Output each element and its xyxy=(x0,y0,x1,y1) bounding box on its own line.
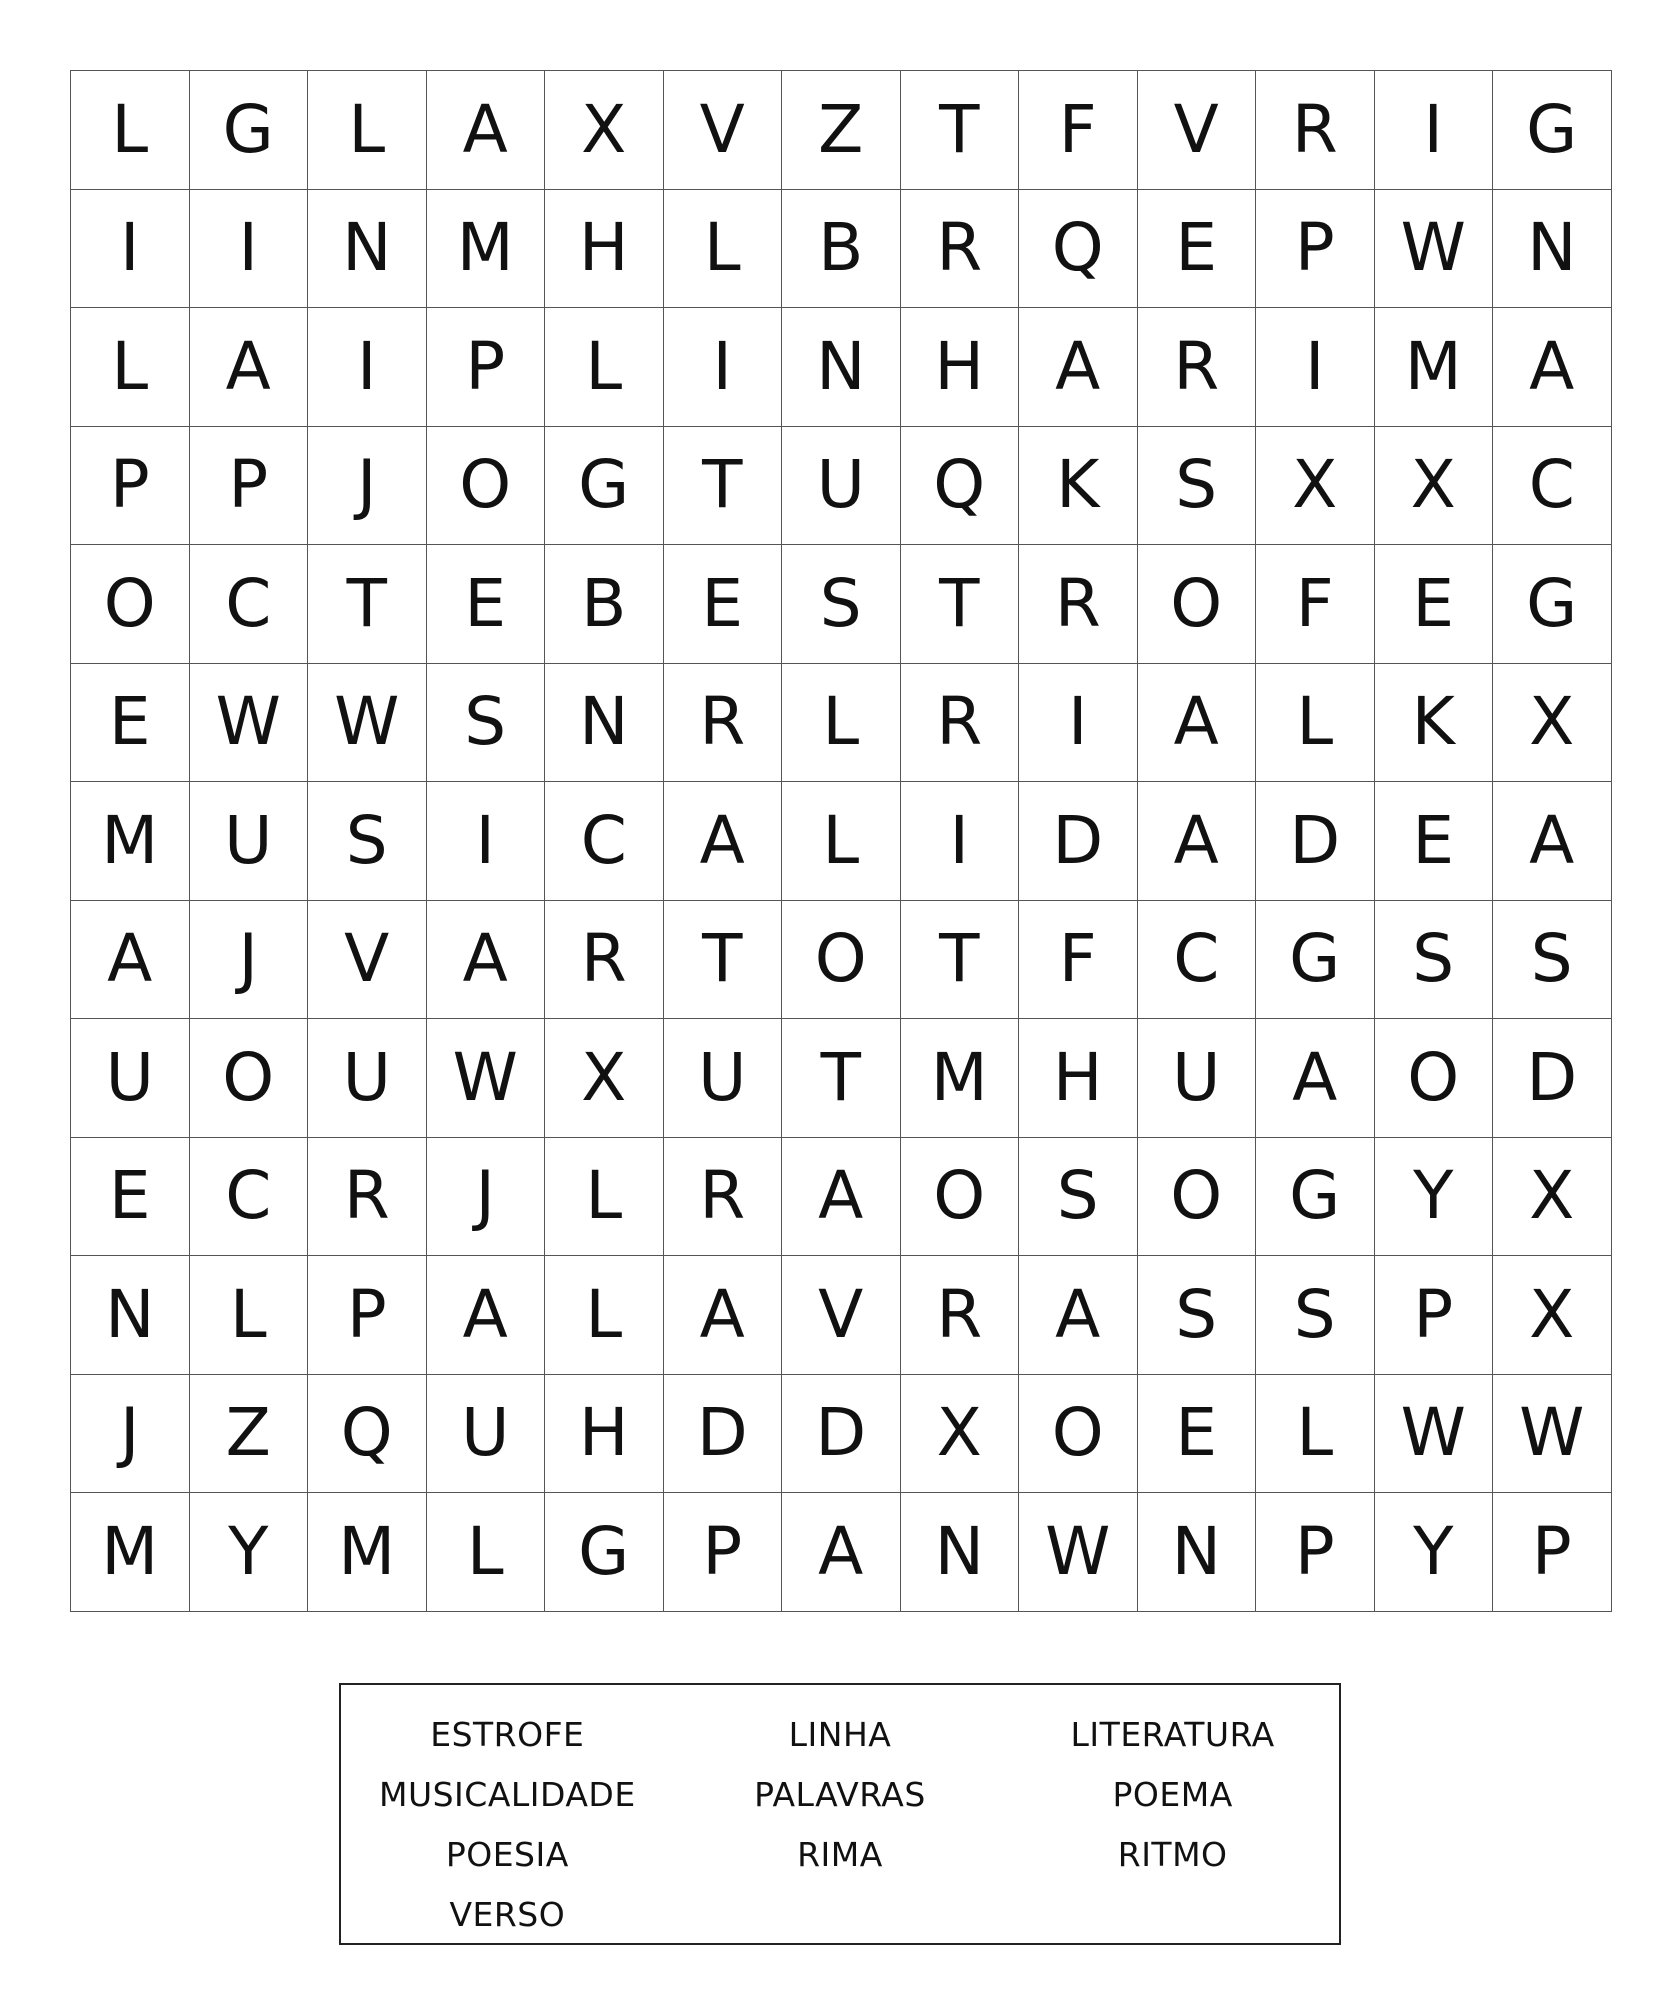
grid-cell-r12-c10[interactable]: P xyxy=(1256,1493,1375,1612)
grid-cell-r9-c10[interactable]: G xyxy=(1256,1138,1375,1257)
grid-cell-r12-c8[interactable]: W xyxy=(1019,1493,1138,1612)
grid-cell-r3-c7[interactable]: Q xyxy=(901,427,1020,546)
grid-cell-r8-c3[interactable]: W xyxy=(427,1019,546,1138)
grid-cell-r3-c3[interactable]: O xyxy=(427,427,546,546)
grid-cell-r11-c4[interactable]: H xyxy=(545,1375,664,1494)
grid-cell-r12-c9[interactable]: N xyxy=(1138,1493,1257,1612)
grid-cell-r0-c12[interactable]: G xyxy=(1493,71,1612,190)
grid-cell-r10-c11[interactable]: P xyxy=(1375,1256,1494,1375)
grid-cell-r2-c6[interactable]: N xyxy=(782,308,901,427)
grid-cell-r2-c12[interactable]: A xyxy=(1493,308,1612,427)
grid-cell-r4-c12[interactable]: G xyxy=(1493,545,1612,664)
grid-cell-r1-c10[interactable]: P xyxy=(1256,190,1375,309)
grid-cell-r0-c6[interactable]: Z xyxy=(782,71,901,190)
grid-cell-r5-c8[interactable]: I xyxy=(1019,664,1138,783)
grid-cell-r4-c9[interactable]: O xyxy=(1138,545,1257,664)
grid-cell-r10-c10[interactable]: S xyxy=(1256,1256,1375,1375)
grid-cell-r7-c12[interactable]: S xyxy=(1493,901,1612,1020)
grid-cell-r4-c4[interactable]: B xyxy=(545,545,664,664)
grid-cell-r0-c9[interactable]: V xyxy=(1138,71,1257,190)
grid-cell-r4-c5[interactable]: E xyxy=(664,545,783,664)
grid-cell-r12-c1[interactable]: Y xyxy=(190,1493,309,1612)
word-list-item: LITERATURA xyxy=(1070,1715,1275,1754)
grid-cell-r3-c0[interactable]: P xyxy=(71,427,190,546)
grid-cell-r8-c9[interactable]: U xyxy=(1138,1019,1257,1138)
word-list-box xyxy=(339,1683,1341,1945)
grid-cell-r3-c10[interactable]: X xyxy=(1256,427,1375,546)
word-list-item: RIMA xyxy=(797,1835,883,1874)
grid-cell-r0-c4[interactable]: X xyxy=(545,71,664,190)
grid-cell-r7-c7[interactable]: T xyxy=(901,901,1020,1020)
grid-cell-r0-c7[interactable]: T xyxy=(901,71,1020,190)
grid-cell-r8-c7[interactable]: M xyxy=(901,1019,1020,1138)
grid-cell-r10-c7[interactable]: R xyxy=(901,1256,1020,1375)
grid-cell-r9-c2[interactable]: R xyxy=(308,1138,427,1257)
grid-cell-r12-c12[interactable]: P xyxy=(1493,1493,1612,1612)
grid-cell-r1-c5[interactable]: L xyxy=(664,190,783,309)
grid-cell-r11-c12[interactable]: W xyxy=(1493,1375,1612,1494)
grid-cell-r1-c11[interactable]: W xyxy=(1375,190,1494,309)
grid-cell-r8-c5[interactable]: U xyxy=(664,1019,783,1138)
word-list-item: POESIA xyxy=(445,1835,569,1874)
grid-cell-r4-c0[interactable]: O xyxy=(71,545,190,664)
grid-cell-r12-c4[interactable]: G xyxy=(545,1493,664,1612)
grid-cell-r5-c0[interactable]: E xyxy=(71,664,190,783)
grid-cell-r5-c9[interactable]: A xyxy=(1138,664,1257,783)
grid-cell-r7-c4[interactable]: R xyxy=(545,901,664,1020)
grid-cell-r2-c9[interactable]: R xyxy=(1138,308,1257,427)
grid-cell-r6-c11[interactable]: E xyxy=(1375,782,1494,901)
grid-cell-r12-c3[interactable]: L xyxy=(427,1493,546,1612)
grid-cell-r7-c11[interactable]: S xyxy=(1375,901,1494,1020)
grid-cell-r3-c12[interactable]: C xyxy=(1493,427,1612,546)
word-list-item: RITMO xyxy=(1117,1835,1228,1874)
grid-cell-r9-c5[interactable]: R xyxy=(664,1138,783,1257)
grid-cell-r7-c10[interactable]: G xyxy=(1256,901,1375,1020)
grid-cell-r3-c8[interactable]: K xyxy=(1019,427,1138,546)
grid-cell-r6-c2[interactable]: S xyxy=(308,782,427,901)
grid-cell-r11-c1[interactable]: Z xyxy=(190,1375,309,1494)
grid-cell-r5-c11[interactable]: K xyxy=(1375,664,1494,783)
grid-cell-r0-c10[interactable]: R xyxy=(1256,71,1375,190)
grid-cell-r6-c12[interactable]: A xyxy=(1493,782,1612,901)
grid-cell-r1-c12[interactable]: N xyxy=(1493,190,1612,309)
word-list-item: ESTROFE xyxy=(430,1715,585,1754)
grid-cell-r3-c5[interactable]: T xyxy=(664,427,783,546)
grid-cell-r12-c6[interactable]: A xyxy=(782,1493,901,1612)
word-list-item: MUSICALIDADE xyxy=(378,1775,636,1814)
grid-cell-r9-c12[interactable]: X xyxy=(1493,1138,1612,1257)
grid-cell-r9-c6[interactable]: A xyxy=(782,1138,901,1257)
grid-cell-r0-c2[interactable]: L xyxy=(308,71,427,190)
grid-cell-r3-c1[interactable]: P xyxy=(190,427,309,546)
grid-cell-r1-c8[interactable]: Q xyxy=(1019,190,1138,309)
grid-cell-r10-c1[interactable]: L xyxy=(190,1256,309,1375)
word-list-item: POEMA xyxy=(1112,1775,1233,1814)
grid-cell-r1-c6[interactable]: B xyxy=(782,190,901,309)
letter-grid xyxy=(70,70,1612,1612)
grid-cell-r2-c10[interactable]: I xyxy=(1256,308,1375,427)
word-list-item: VERSO xyxy=(449,1895,566,1934)
grid-cell-r5-c12[interactable]: X xyxy=(1493,664,1612,783)
grid-cell-r1-c4[interactable]: H xyxy=(545,190,664,309)
grid-cell-r10-c2[interactable]: P xyxy=(308,1256,427,1375)
grid-cell-r3-c4[interactable]: G xyxy=(545,427,664,546)
grid-cell-r2-c11[interactable]: M xyxy=(1375,308,1494,427)
grid-cell-r6-c9[interactable]: A xyxy=(1138,782,1257,901)
grid-cell-r7-c6[interactable]: O xyxy=(782,901,901,1020)
grid-cell-r2-c4[interactable]: L xyxy=(545,308,664,427)
grid-cell-r5-c6[interactable]: L xyxy=(782,664,901,783)
grid-cell-r0-c3[interactable]: A xyxy=(427,71,546,190)
grid-cell-r1-c2[interactable]: N xyxy=(308,190,427,309)
grid-cell-r11-c0[interactable]: J xyxy=(71,1375,190,1494)
word-list-item: PALAVRAS xyxy=(754,1775,926,1814)
grid-cell-r4-c11[interactable]: E xyxy=(1375,545,1494,664)
grid-cell-r10-c6[interactable]: V xyxy=(782,1256,901,1375)
grid-cell-r0-c5[interactable]: V xyxy=(664,71,783,190)
grid-cell-r11-c7[interactable]: X xyxy=(901,1375,1020,1494)
grid-cell-r4-c6[interactable]: S xyxy=(782,545,901,664)
grid-cell-r2-c7[interactable]: H xyxy=(901,308,1020,427)
grid-cell-r6-c6[interactable]: L xyxy=(782,782,901,901)
grid-cell-r11-c11[interactable]: W xyxy=(1375,1375,1494,1494)
grid-cell-r10-c5[interactable]: A xyxy=(664,1256,783,1375)
grid-cell-r8-c1[interactable]: O xyxy=(190,1019,309,1138)
grid-cell-r1-c0[interactable]: I xyxy=(71,190,190,309)
grid-cell-r9-c11[interactable]: Y xyxy=(1375,1138,1494,1257)
grid-cell-r8-c0[interactable]: U xyxy=(71,1019,190,1138)
grid-cell-r5-c10[interactable]: L xyxy=(1256,664,1375,783)
grid-cell-r9-c7[interactable]: O xyxy=(901,1138,1020,1257)
grid-cell-r4-c3[interactable]: E xyxy=(427,545,546,664)
grid-cell-r4-c1[interactable]: C xyxy=(190,545,309,664)
grid-cell-r9-c0[interactable]: E xyxy=(71,1138,190,1257)
grid-cell-r3-c11[interactable]: X xyxy=(1375,427,1494,546)
grid-cell-r0-c0[interactable]: L xyxy=(71,71,190,190)
grid-cell-r3-c6[interactable]: U xyxy=(782,427,901,546)
grid-cell-r9-c9[interactable]: O xyxy=(1138,1138,1257,1257)
grid-cell-r3-c9[interactable]: S xyxy=(1138,427,1257,546)
grid-cell-r10-c0[interactable]: N xyxy=(71,1256,190,1375)
grid-cell-r8-c10[interactable]: A xyxy=(1256,1019,1375,1138)
grid-cell-r8-c11[interactable]: O xyxy=(1375,1019,1494,1138)
grid-cell-r2-c1[interactable]: A xyxy=(190,308,309,427)
grid-cell-r6-c7[interactable]: I xyxy=(901,782,1020,901)
grid-cell-r5-c1[interactable]: W xyxy=(190,664,309,783)
grid-cell-r4-c8[interactable]: R xyxy=(1019,545,1138,664)
grid-cell-r9-c8[interactable]: S xyxy=(1019,1138,1138,1257)
grid-cell-r0-c8[interactable]: F xyxy=(1019,71,1138,190)
grid-cell-r3-c2[interactable]: J xyxy=(308,427,427,546)
word-list-item: LINHA xyxy=(788,1715,892,1754)
grid-cell-r10-c8[interactable]: A xyxy=(1019,1256,1138,1375)
grid-cell-r10-c4[interactable]: L xyxy=(545,1256,664,1375)
grid-cell-r6-c4[interactable]: C xyxy=(545,782,664,901)
grid-cell-r6-c1[interactable]: U xyxy=(190,782,309,901)
grid-cell-r7-c9[interactable]: C xyxy=(1138,901,1257,1020)
grid-cell-r1-c7[interactable]: R xyxy=(901,190,1020,309)
grid-cell-r0-c1[interactable]: G xyxy=(190,71,309,190)
grid-cell-r6-c8[interactable]: D xyxy=(1019,782,1138,901)
grid-cell-r12-c11[interactable]: Y xyxy=(1375,1493,1494,1612)
grid-cell-r8-c8[interactable]: H xyxy=(1019,1019,1138,1138)
grid-cell-r10-c12[interactable]: X xyxy=(1493,1256,1612,1375)
grid-cell-r2-c0[interactable]: L xyxy=(71,308,190,427)
grid-cell-r11-c8[interactable]: O xyxy=(1019,1375,1138,1494)
grid-cell-r11-c3[interactable]: U xyxy=(427,1375,546,1494)
grid-cell-r5-c7[interactable]: R xyxy=(901,664,1020,783)
grid-cell-r7-c3[interactable]: A xyxy=(427,901,546,1020)
grid-cell-r2-c8[interactable]: A xyxy=(1019,308,1138,427)
grid-cell-r11-c6[interactable]: D xyxy=(782,1375,901,1494)
grid-cell-r12-c0[interactable]: M xyxy=(71,1493,190,1612)
grid-cell-r6-c0[interactable]: M xyxy=(71,782,190,901)
grid-cell-r7-c8[interactable]: F xyxy=(1019,901,1138,1020)
grid-cell-r4-c7[interactable]: T xyxy=(901,545,1020,664)
grid-cell-r5-c2[interactable]: W xyxy=(308,664,427,783)
grid-cell-r7-c2[interactable]: V xyxy=(308,901,427,1020)
grid-cell-r7-c0[interactable]: A xyxy=(71,901,190,1020)
grid-cell-r11-c2[interactable]: Q xyxy=(308,1375,427,1494)
grid-cell-r6-c3[interactable]: I xyxy=(427,782,546,901)
grid-cell-r10-c9[interactable]: S xyxy=(1138,1256,1257,1375)
grid-cell-r2-c2[interactable]: I xyxy=(308,308,427,427)
grid-cell-r7-c1[interactable]: J xyxy=(190,901,309,1020)
grid-cell-r5-c4[interactable]: N xyxy=(545,664,664,783)
grid-cell-r1-c3[interactable]: M xyxy=(427,190,546,309)
grid-cell-r8-c6[interactable]: T xyxy=(782,1019,901,1138)
grid-cell-r6-c10[interactable]: D xyxy=(1256,782,1375,901)
grid-cell-r10-c3[interactable]: A xyxy=(427,1256,546,1375)
grid-cell-r12-c7[interactable]: N xyxy=(901,1493,1020,1612)
grid-cell-r11-c9[interactable]: E xyxy=(1138,1375,1257,1494)
grid-cell-r9-c1[interactable]: C xyxy=(190,1138,309,1257)
grid-cell-r12-c2[interactable]: M xyxy=(308,1493,427,1612)
grid-cell-r8-c2[interactable]: U xyxy=(308,1019,427,1138)
grid-cell-r1-c9[interactable]: E xyxy=(1138,190,1257,309)
grid-cell-r4-c2[interactable]: T xyxy=(308,545,427,664)
grid-cell-r5-c5[interactable]: R xyxy=(664,664,783,783)
grid-cell-r0-c11[interactable]: I xyxy=(1375,71,1494,190)
grid-cell-r8-c12[interactable]: D xyxy=(1493,1019,1612,1138)
grid-cell-r7-c5[interactable]: T xyxy=(664,901,783,1020)
grid-cell-r2-c3[interactable]: P xyxy=(427,308,546,427)
grid-cell-r9-c4[interactable]: L xyxy=(545,1138,664,1257)
grid-cell-r1-c1[interactable]: I xyxy=(190,190,309,309)
grid-cell-r2-c5[interactable]: I xyxy=(664,308,783,427)
grid-cell-r11-c10[interactable]: L xyxy=(1256,1375,1375,1494)
grid-cell-r6-c5[interactable]: A xyxy=(664,782,783,901)
grid-cell-r4-c10[interactable]: F xyxy=(1256,545,1375,664)
grid-cell-r11-c5[interactable]: D xyxy=(664,1375,783,1494)
grid-cell-r9-c3[interactable]: J xyxy=(427,1138,546,1257)
grid-cell-r5-c3[interactable]: S xyxy=(427,664,546,783)
grid-cell-r8-c4[interactable]: X xyxy=(545,1019,664,1138)
grid-cell-r12-c5[interactable]: P xyxy=(664,1493,783,1612)
